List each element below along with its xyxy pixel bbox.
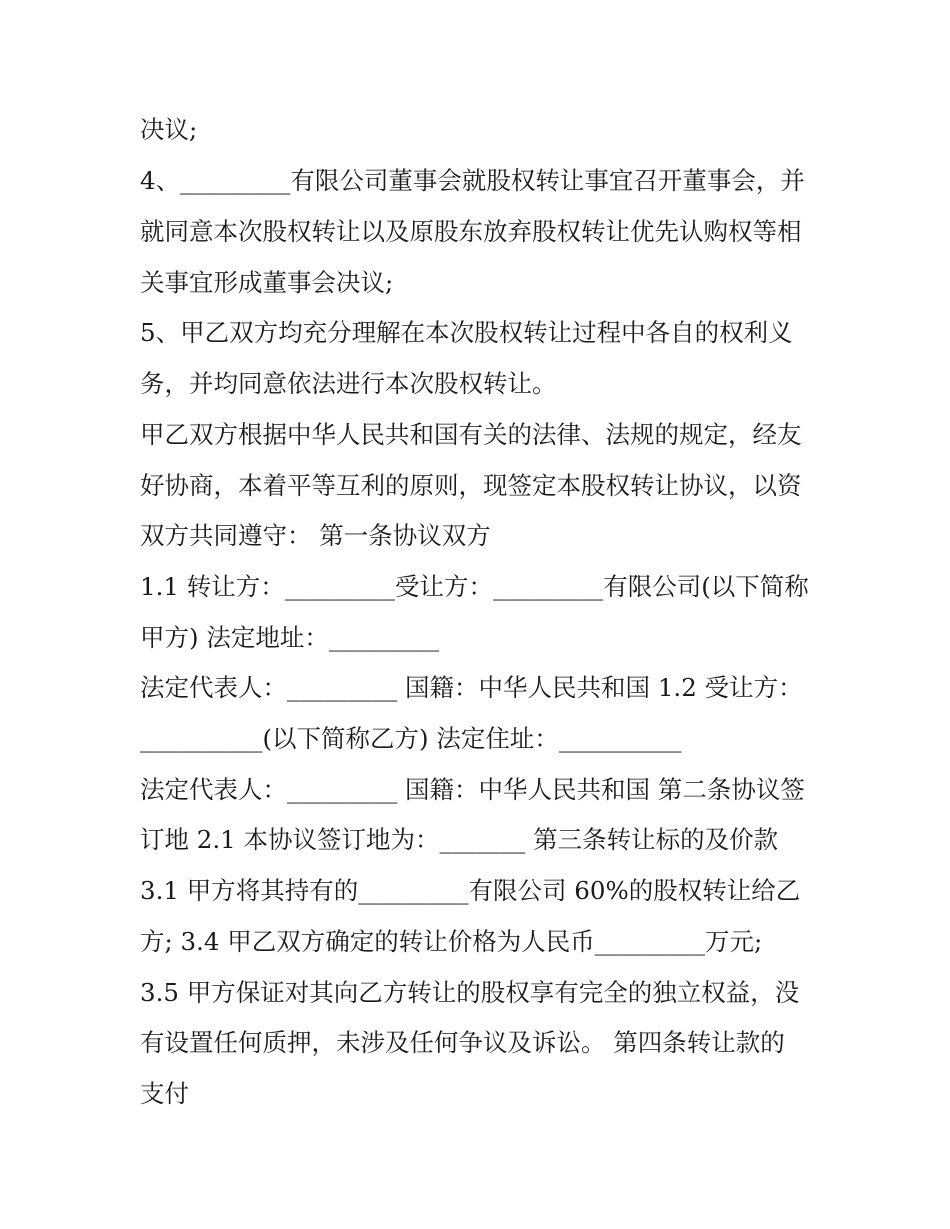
text-line: __________(以下简称乙方) 法定住址：__________ [140,724,682,753]
text-line: 3.1 甲方将其持有的_________有限公司 60%的股权转让给乙 [140,876,801,905]
text-line: 法定代表人：_________ 国籍：中华人民共和国 1.2 受让方： [140,673,803,702]
text-line: 5、甲乙双方均充分理解在本次股权转让过程中各自的权利义 [140,318,793,347]
text-line: 关事宜形成董事会决议; [140,268,394,297]
text-line: 1.1 转让方：_________受让方：_________有限公司(以下简称 [140,572,809,601]
text-line: 就同意本次股权转让以及原股东放弃股权转让优先认购权等相 [140,217,802,246]
text-line: 订地 2.1 本协议签订地为：_______ 第三条转让标的及价款 [140,825,779,854]
text-line: 3.5 甲方保证对其向乙方转让的股权享有完全的独立权益，没 [140,978,800,1007]
text-line: 方; 3.4 甲乙双方确定的转让价格为人民币_________万元; [140,927,763,956]
text-line: 决议; [140,115,198,144]
text-line: 甲乙双方根据中华人民共和国有关的法律、法规的规定，经友 [140,420,802,449]
text-line: 有设置任何质押，未涉及任何争议及诉讼。 第四条转让款的 [140,1028,785,1057]
text-line: 甲方) 法定地址：_________ [140,623,440,652]
text-line: 法定代表人：_________ 国籍：中华人民共和国 第二条协议签 [140,775,805,804]
text-line: 好协商，本着平等互利的原则，现签定本股权转让协议，以资 [140,471,802,500]
text-line: 支付 [140,1079,189,1108]
text-line: 务，并均同意依法进行本次股权转让。 [140,369,557,398]
text-line: 4、_________有限公司董事会就股权转让事宜召开董事会，并 [140,166,805,195]
text-line: 双方共同遵守： 第一条协议双方 [140,521,491,550]
